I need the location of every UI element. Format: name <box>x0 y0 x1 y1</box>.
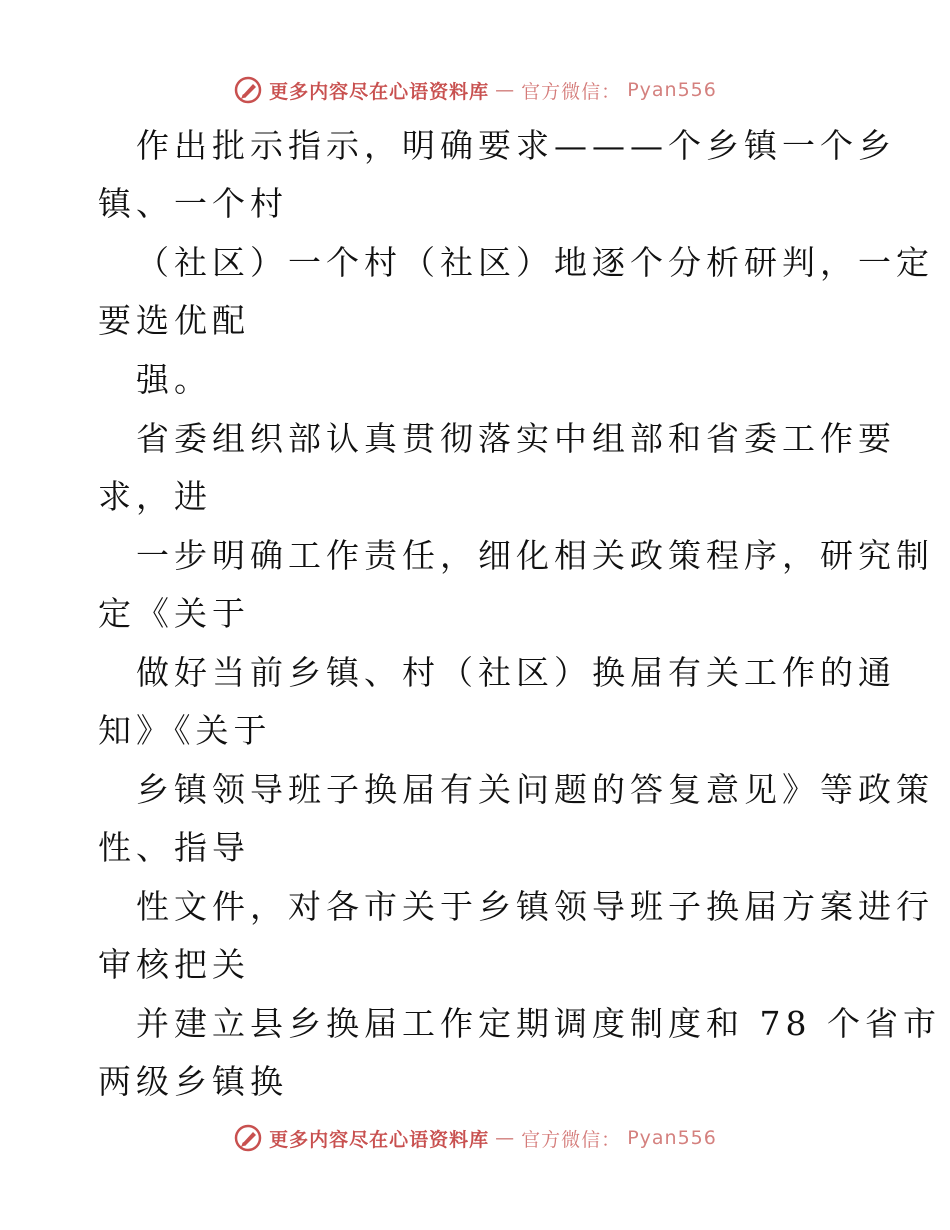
body-line: 两级乡镇换 <box>98 1062 288 1101</box>
body-line: （社区）一个村（社区）地逐个分析研判，一定 <box>136 243 934 282</box>
body-line: 并建立县乡换届工作定期调度制度和 78 个省市 <box>136 1004 941 1043</box>
body-line: 审核把关 <box>98 945 250 984</box>
body-line: 性文件，对各市关于乡镇领导班子换届方案进行 <box>136 887 934 926</box>
body-line: 乡镇领导班子换届有关问题的答复意见》等政策 <box>136 770 934 809</box>
header-banner <box>0 70 950 110</box>
body-line: 镇、一个村 <box>98 184 288 223</box>
body-line: 作出批示指示，明确要求———个乡镇一个乡 <box>136 126 896 165</box>
footer-wechat-label: 官方微信： <box>521 1128 622 1151</box>
body-line: 定《关于 <box>98 594 250 633</box>
body-line: 求，进 <box>98 477 212 516</box>
header-separator: — <box>495 79 516 101</box>
footer-wechat-id: Pyan556 <box>627 1127 717 1149</box>
pen-seal-icon <box>233 75 263 105</box>
footer-separator: — <box>495 1127 516 1149</box>
header-wechat-label: 官方微信： <box>521 80 622 103</box>
pen-seal-icon <box>233 1123 263 1153</box>
header-wechat-id: Pyan556 <box>627 79 717 101</box>
body-line: 省委组织部认真贯彻落实中组部和省委工作要 <box>136 419 896 458</box>
body-line: 强。 <box>136 360 212 399</box>
body-line: 做好当前乡镇、村（社区）换届有关工作的通 <box>136 653 896 692</box>
header-main-text: 更多内容尽在心语资料库 <box>269 80 490 103</box>
body-line: 性、指导 <box>98 828 250 867</box>
footer-banner <box>0 1118 950 1158</box>
body-line: 一步明确工作责任，细化相关政策程序，研究制 <box>136 536 934 575</box>
footer-main-text: 更多内容尽在心语资料库 <box>269 1128 490 1151</box>
body-line: 要选优配 <box>98 301 250 340</box>
body-line: 知》《关于 <box>98 711 272 750</box>
